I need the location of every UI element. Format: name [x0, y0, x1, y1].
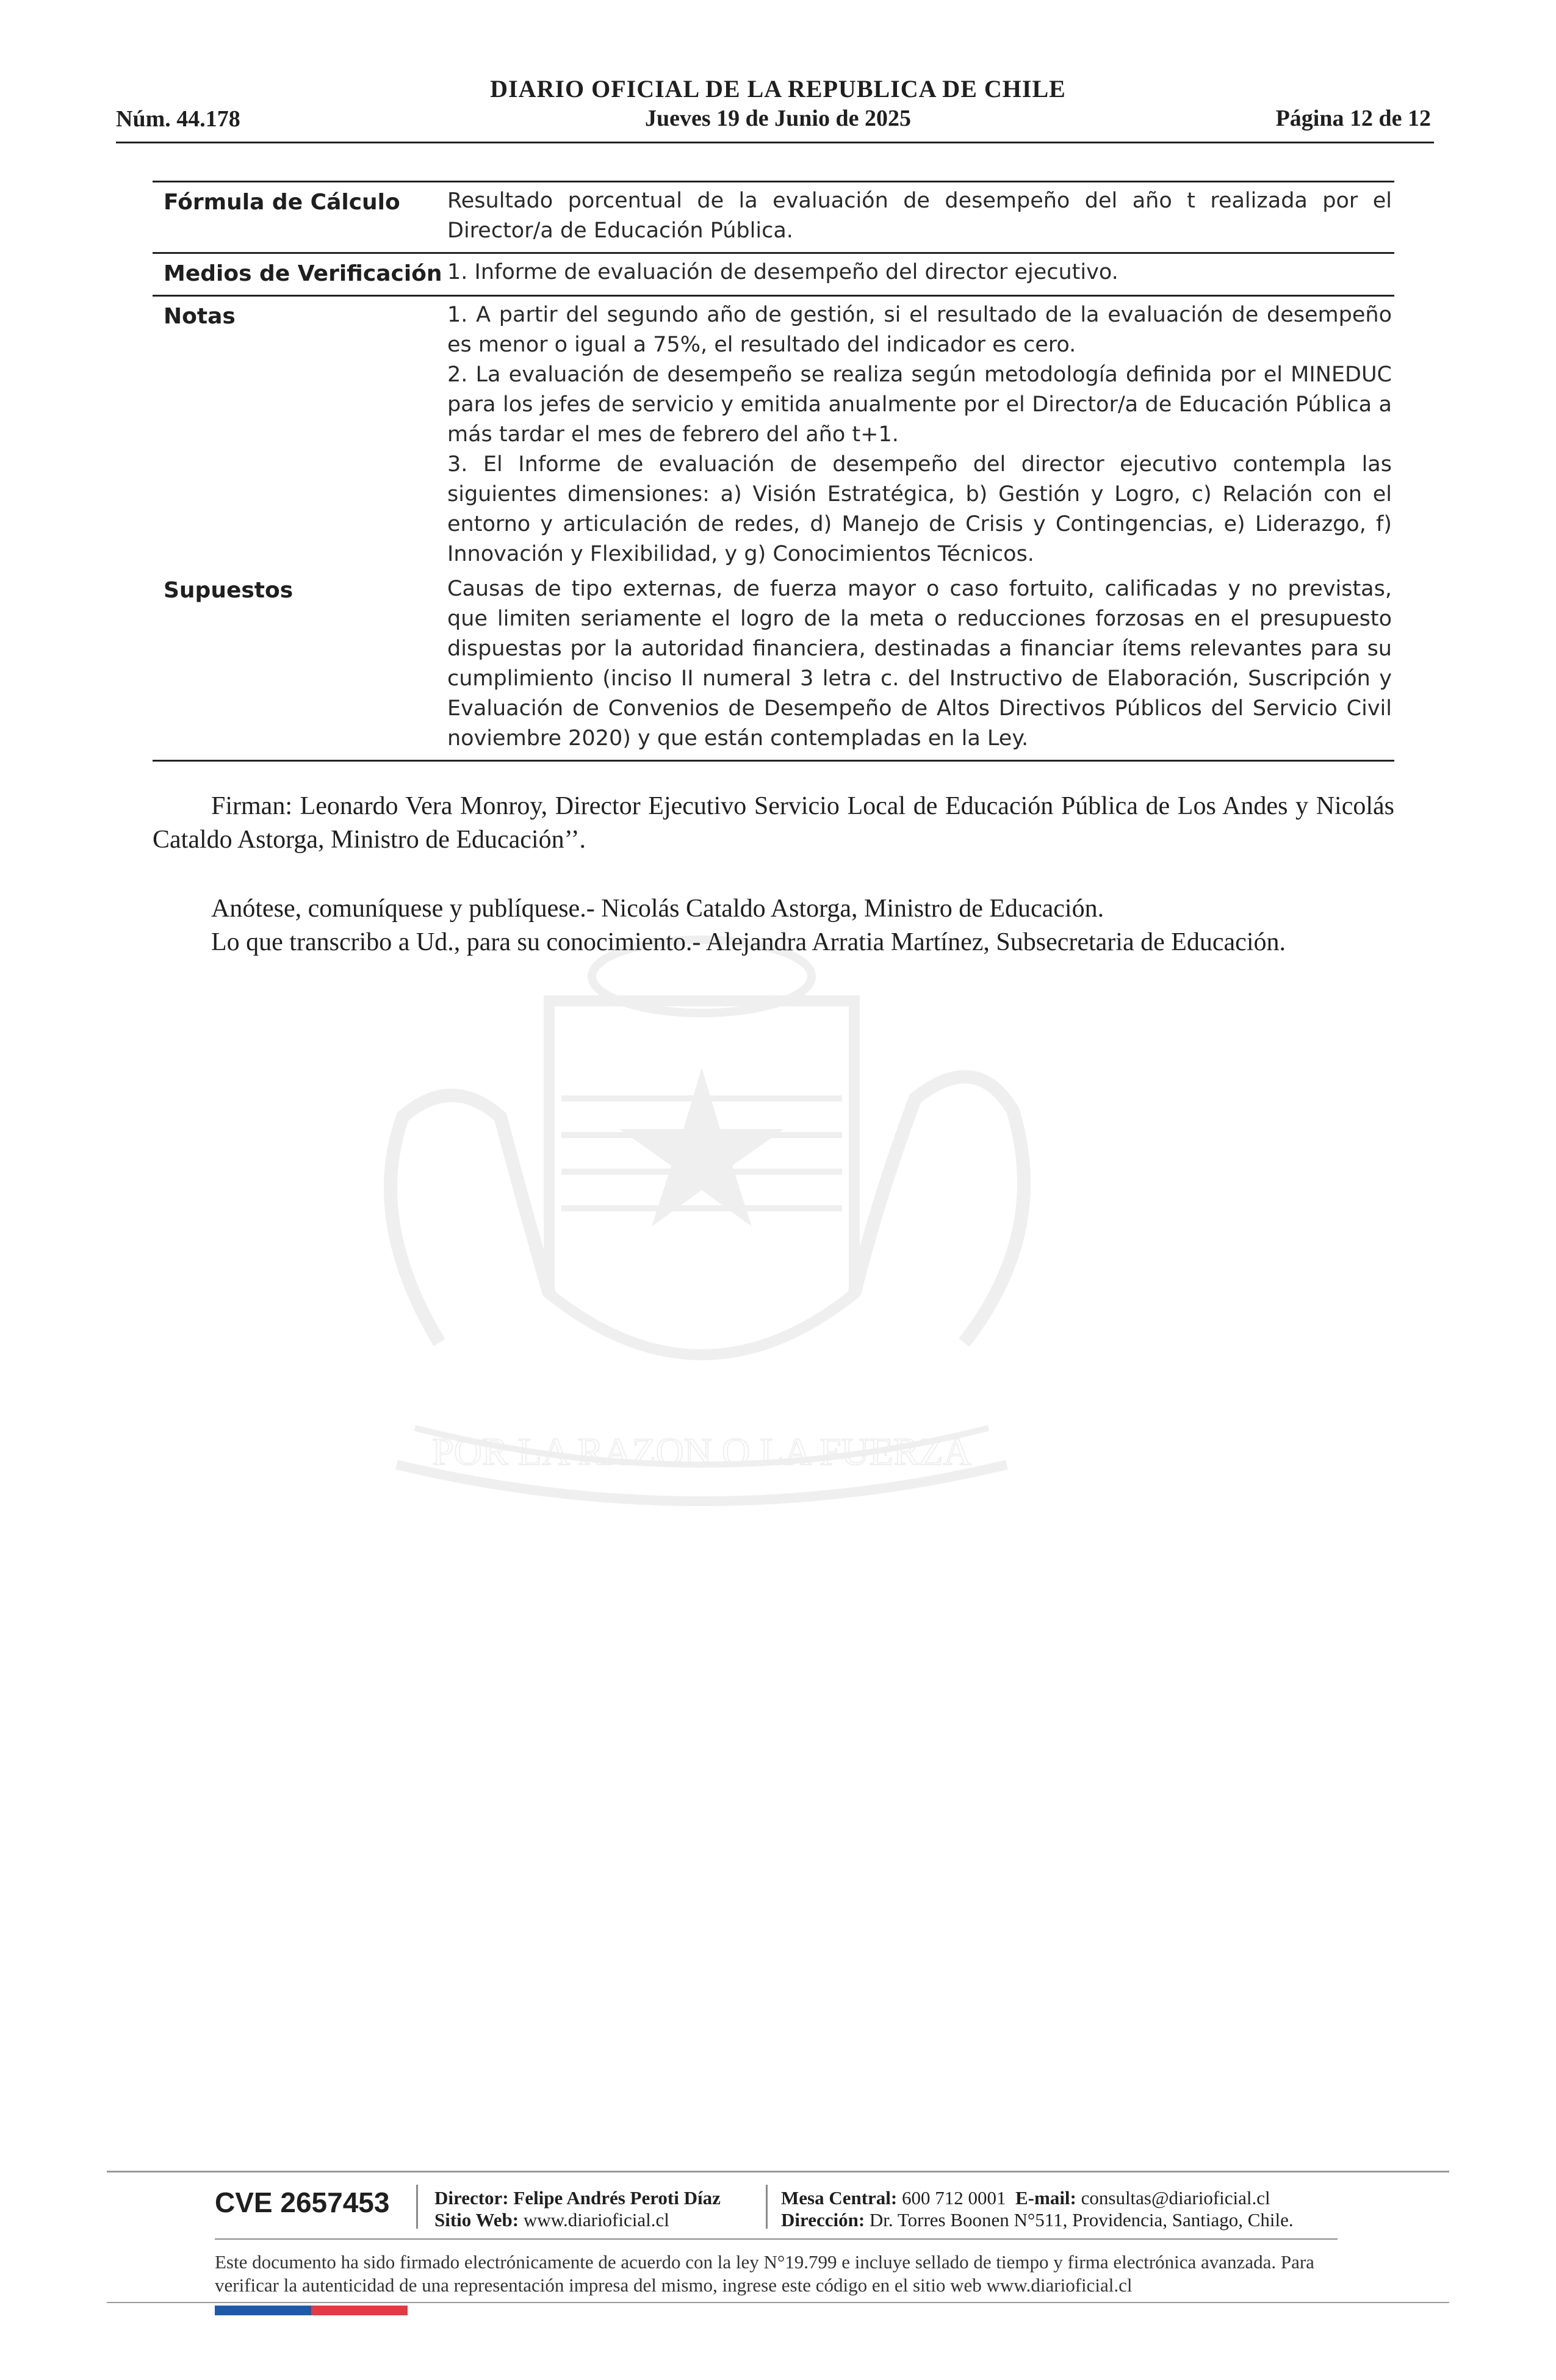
director-name: Felipe Andrés Peroti Díaz: [513, 2187, 721, 2209]
flag-bar-red: [311, 2306, 408, 2315]
note-1: 1. A partir del segundo año de gestión, si el resultado de la evaluación de desempeño es menor o igual a 75%, el resultado del indicador es cero.: [447, 303, 1392, 357]
row-text: Causas de tipo externas, de fuerza mayor o caso fortuito, calificadas y no previstas, que limiten seriamente el logro de la meta o reducciones forzosas en el presupuesto dispuestas por la autoridad financiera, destinadas a financiar ítems relevantes para su cumplimiento (inciso II numeral 3 letra c. del Instructivo de Elaboración, Suscripción y Evaluación de Convenios de Desempeño de Altos Directivos Públicos del Servicio Civil noviembre 2020) y que están contempladas en la Ley.: [447, 577, 1392, 751]
row-value: [447, 300, 1394, 569]
footer-divider-mid: [215, 2238, 1338, 2240]
row-text: 1. Informe de evaluación de desempeño del director ejecutivo.: [447, 260, 1118, 284]
header-divider: [116, 142, 1434, 143]
row-text: Resultado porcentual de la evaluación de desempeño del año t realizada por el Director/a de Educación Pública.: [447, 189, 1392, 243]
footer-divider-bottom: [107, 2302, 1449, 2303]
motto-text: POR LA RAZON O LA FUERZA: [432, 1430, 971, 1473]
coat-of-arms-watermark: [183, 915, 1220, 1599]
director-label: Director:: [434, 2187, 509, 2209]
newspaper-title: DIARIO OFICIAL DE LA REPUBLICA DE CHILE: [490, 75, 1066, 103]
footer-director-block: [434, 2187, 721, 2231]
website-link[interactable]: www.diarioficial.cl: [523, 2209, 669, 2230]
row-value: [447, 258, 1394, 289]
row-label: Supuestos: [164, 578, 294, 603]
issue-number: Núm. 44.178: [116, 106, 240, 132]
note-2: 2. La evaluación de desempeño se realiza según metodología definida por el MINEDUC para los jefes de servicio y emitida anualmente por el Director/a de Educación Pública a más tardar el mes de febrero del año t+1.: [447, 362, 1392, 447]
indicator-table: [153, 181, 1394, 762]
address-value: Dr. Torres Boonen N°511, Providencia, Santiago, Chile.: [869, 2209, 1294, 2230]
page-number: Página 12 de 12: [1275, 106, 1431, 131]
footer-separator: [416, 2185, 418, 2229]
note-3: 3. El Informe de evaluación de desempeño del director ejecutivo contempla las siguientes dimensiones: a) Visión Estratégica, b) Gestión y Logro, c) Relación con el entorno y articulación de redes, d) Manejo de Crisis y Contingencias, e) Liderazgo, f) Innovación y Flexibilidad, y g) Conocimientos Técnicos.: [447, 452, 1392, 566]
footer-divider-top: [107, 2171, 1449, 2173]
row-value: [447, 186, 1394, 246]
address-label: Dirección:: [781, 2209, 865, 2230]
signatories-paragraph: Firman: Leonardo Vera Monroy, Director Ejecutivo Servicio Local de Educación Pública de Los Andes y Nicolás Cataldo Astorga, Ministro de Educación’’.: [153, 792, 1394, 854]
cve-code: CVE 2657453: [215, 2187, 390, 2218]
table-row: [153, 297, 1394, 571]
phone-label: Mesa Central:: [781, 2187, 898, 2209]
transcription-line: Lo que transcribo a Ud., para su conocimiento.- Alejandra Arratia Martínez, Subsecretaria de Educación.: [211, 928, 1286, 956]
flag-bar-blue: [215, 2306, 311, 2315]
row-label: Medios de Verificación: [164, 261, 442, 286]
table-row: [153, 181, 1394, 254]
email-link[interactable]: consultas@diarioficial.cl: [1081, 2187, 1270, 2209]
website-label: Sitio Web:: [434, 2209, 519, 2230]
table-row: [153, 254, 1394, 297]
phone-number: 600 712 0001: [902, 2187, 1006, 2209]
footer-contact-block: [781, 2187, 1294, 2231]
email-label: E-mail:: [1015, 2187, 1076, 2209]
footer-separator: [766, 2185, 768, 2229]
row-label: Fórmula de Cálculo: [164, 190, 400, 215]
issue-date: Jueves 19 de Junio de 2025: [645, 106, 911, 131]
closing-line: Anótese, comuníquese y publíquese.- Nicolás Cataldo Astorga, Ministro de Educación.: [211, 895, 1104, 923]
table-row: [153, 571, 1394, 762]
row-label: Notas: [164, 304, 236, 329]
electronic-signature-note: Este documento ha sido firmado electrónicamente de acuerdo con la ley N°19.799 e incluye sellado de tiempo y firma electrónica avanzada. Para verificar la autenticidad de una representación impresa del mismo, ingrese este código en el sitio web www.diarioficial.cl: [215, 2251, 1314, 2296]
row-value: [447, 574, 1394, 754]
